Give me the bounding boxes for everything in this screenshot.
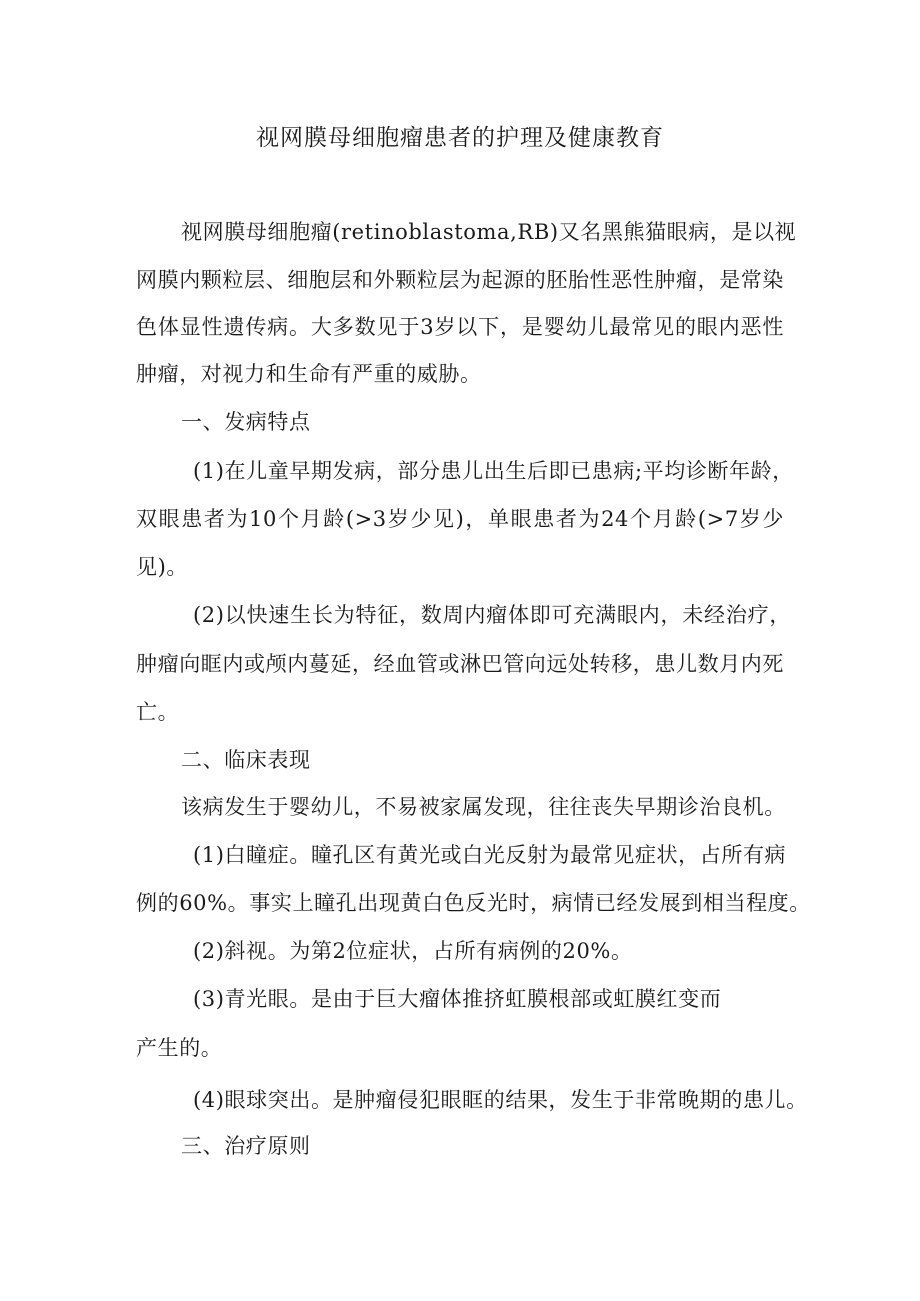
paragraph-line: 产生的。	[136, 1036, 223, 1060]
page-title: 视网膜母细胞瘤患者的护理及健康教育	[256, 125, 664, 151]
section-heading: 一、发病特点	[181, 410, 311, 434]
paragraph-line: (3)青光眼。是由于巨大瘤体推挤虹膜根部或虹膜红变而	[193, 987, 722, 1011]
section-heading: 三、治疗原则	[181, 1134, 311, 1158]
paragraph-line: 例的60%。事实上瞳孔出现黄白色反光时，病情已经发展到相当程度。	[136, 891, 811, 915]
paragraph-line: 网膜内颗粒层、细胞层和外颗粒层为起源的胚胎性恶性肿瘤，是常染	[136, 268, 784, 292]
paragraph-line: 见)。	[136, 555, 188, 579]
paragraph-line: 该病发生于婴幼儿，不易被家属发现，往往丧失早期诊治良机。	[181, 795, 786, 819]
paragraph-line: 肿瘤向眶内或颅内蔓延，经血管或淋巴管向远处转移，患儿数月内死	[136, 652, 784, 676]
section-heading: 二、临床表现	[181, 748, 311, 772]
paragraph-line: (1)在儿童早期发病，部分患儿出生后即已患病;平均诊断年龄，	[193, 459, 794, 483]
paragraph-line: 肿瘤，对视力和生命有严重的威胁。	[136, 362, 482, 386]
paragraph-line: (2)以快速生长为特征，数周内瘤体即可充满眼内，未经治疗，	[193, 603, 791, 627]
paragraph-line: 色体显性遗传病。大多数见于3岁以下，是婴幼儿最常见的眼内恶性	[136, 315, 784, 339]
paragraph-line: 视网膜母细胞瘤(retinoblastoma,RB)又名黑熊猫眼病，是以视	[181, 220, 797, 244]
paragraph-line: 亡。	[136, 700, 180, 724]
paragraph-line: 双眼患者为10个月龄(>3岁少见)，单眼患者为24个月龄(>7岁少	[136, 507, 784, 531]
paragraph-line: (1)白瞳症。瞳孔区有黄光或白光反射为最常见症状，占所有病	[193, 843, 787, 867]
paragraph-line: (4)眼球突出。是肿瘤侵犯眼眶的结果，发生于非常晚期的患儿。	[193, 1088, 808, 1112]
paragraph-line: (2)斜视。为第2位症状，占所有病例的20%。	[193, 939, 633, 963]
